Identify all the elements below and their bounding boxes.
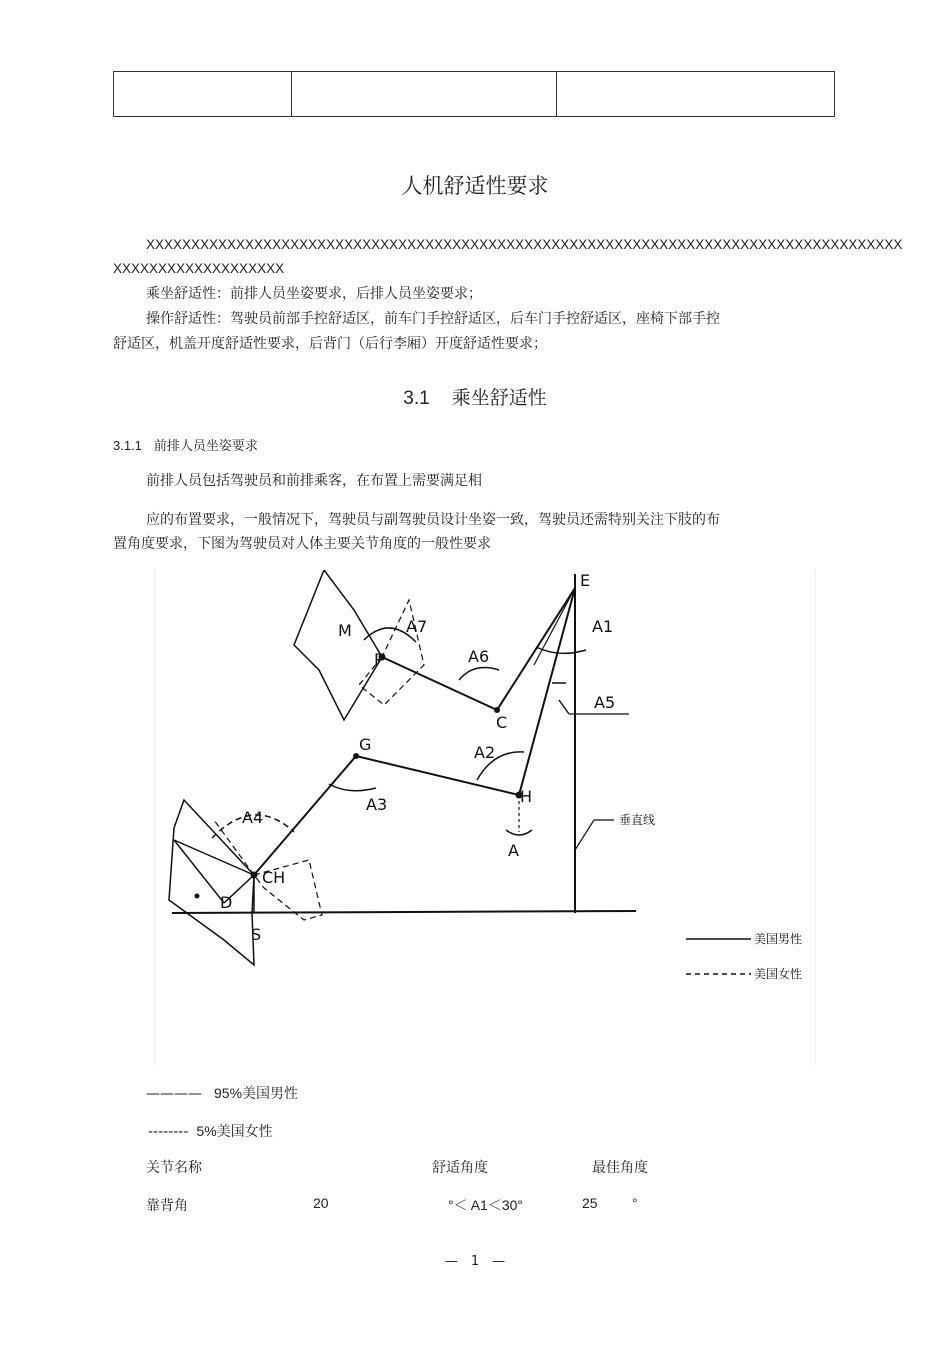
operate-line-2: 舒适区，机盖开度舒适性要求，后背门（后行李厢）开度舒适性要求； [113, 336, 547, 352]
header-cell [557, 72, 834, 116]
legend-male-label: 美国男性 [754, 932, 803, 946]
paragraph-2-line1: 应的布置要求，一般情况下，驾驶员与副驾驶员设计坐姿一致，驾驶员还需特别关注下肢的布 [146, 512, 720, 528]
section-number: 3.1 [403, 388, 430, 409]
subsection-title: 前排人员坐姿要求 [153, 439, 258, 454]
section-title: 乘坐舒适性 [451, 387, 547, 409]
legend-female-dash: -------- [148, 1124, 189, 1140]
table-header-comfort: 舒适角度 [432, 1160, 488, 1176]
subsection-heading [113, 435, 258, 454]
label-A: A [508, 841, 519, 860]
legend-female-text: 5%美国女性 [196, 1123, 273, 1139]
label-A5: A5 [594, 693, 616, 712]
label-A4: A4 [242, 808, 264, 827]
table-row-range: °＜ A1＜30° [448, 1197, 524, 1213]
label-M: M [338, 621, 352, 640]
table-row-name: 靠背角 [146, 1198, 188, 1214]
label-G: G [359, 735, 372, 754]
intro-placeholder-line1: XXXXXXXXXXXXXXXXXXXXXXXXXXXXXXXXXXXXXXXXXXXXXXXXXXXXXXXXXXXXXXXXXXXXXXXXXXXXXXXXXXXX [146, 237, 903, 252]
label-A6: A6 [468, 647, 490, 666]
header-cell [114, 72, 292, 116]
page-number: — 1 — [444, 1254, 506, 1269]
label-S: S [251, 925, 262, 944]
header-table [113, 71, 835, 117]
table-row-low: 20 [313, 1195, 329, 1211]
operate-line-1: 操作舒适性：驾驶员前部手控舒适区，前车门手控舒适区，后车门手控舒适区，座椅下部手控 [146, 311, 720, 327]
ground-line [172, 911, 636, 913]
legend-male-text: 95%美国男性 [214, 1085, 299, 1101]
label-A2: A2 [474, 743, 496, 762]
table-header-best: 最佳角度 [592, 1160, 648, 1176]
subsection-number: 3.1.1 [113, 438, 142, 453]
label-P: P [374, 650, 384, 669]
label-D: D [220, 893, 233, 912]
header-cell [292, 72, 557, 116]
label-H: H [520, 787, 533, 806]
legend-male [146, 1081, 298, 1106]
label-A3: A3 [366, 795, 388, 814]
intro-placeholder-line2: XXXXXXXXXXXXXXXXXXX [113, 261, 285, 276]
label-vertical-line: 垂直线 [619, 813, 656, 827]
page-title: 人机舒适性要求 [401, 174, 549, 198]
paragraph-1: 前排人员包括驾驶员和前排乘客，在布置上需要满足相 [146, 473, 482, 489]
label-A7: A7 [406, 617, 428, 636]
section-heading [0, 383, 950, 410]
legend-male-dash: ———— [146, 1086, 202, 1102]
label-C: C [496, 713, 508, 732]
table-row-best-unit: ° [632, 1195, 638, 1211]
paragraph-2-line2: 置角度要求，下图为驾驶员对人体主要关节角度的一般性要求 [113, 536, 491, 552]
table-row-best: 25 [582, 1195, 598, 1211]
legend-female-label: 美国女性 [754, 967, 803, 981]
posture-diagram [154, 570, 816, 1065]
label-A1: A1 [592, 617, 614, 636]
label-E: E [580, 571, 591, 590]
legend-female [148, 1119, 273, 1144]
table-header-name: 关节名称 [146, 1160, 202, 1176]
label-CH: CH [262, 868, 286, 887]
comfort-line: 乘坐舒适性：前排人员坐姿要求，后排人员坐姿要求； [146, 286, 482, 302]
